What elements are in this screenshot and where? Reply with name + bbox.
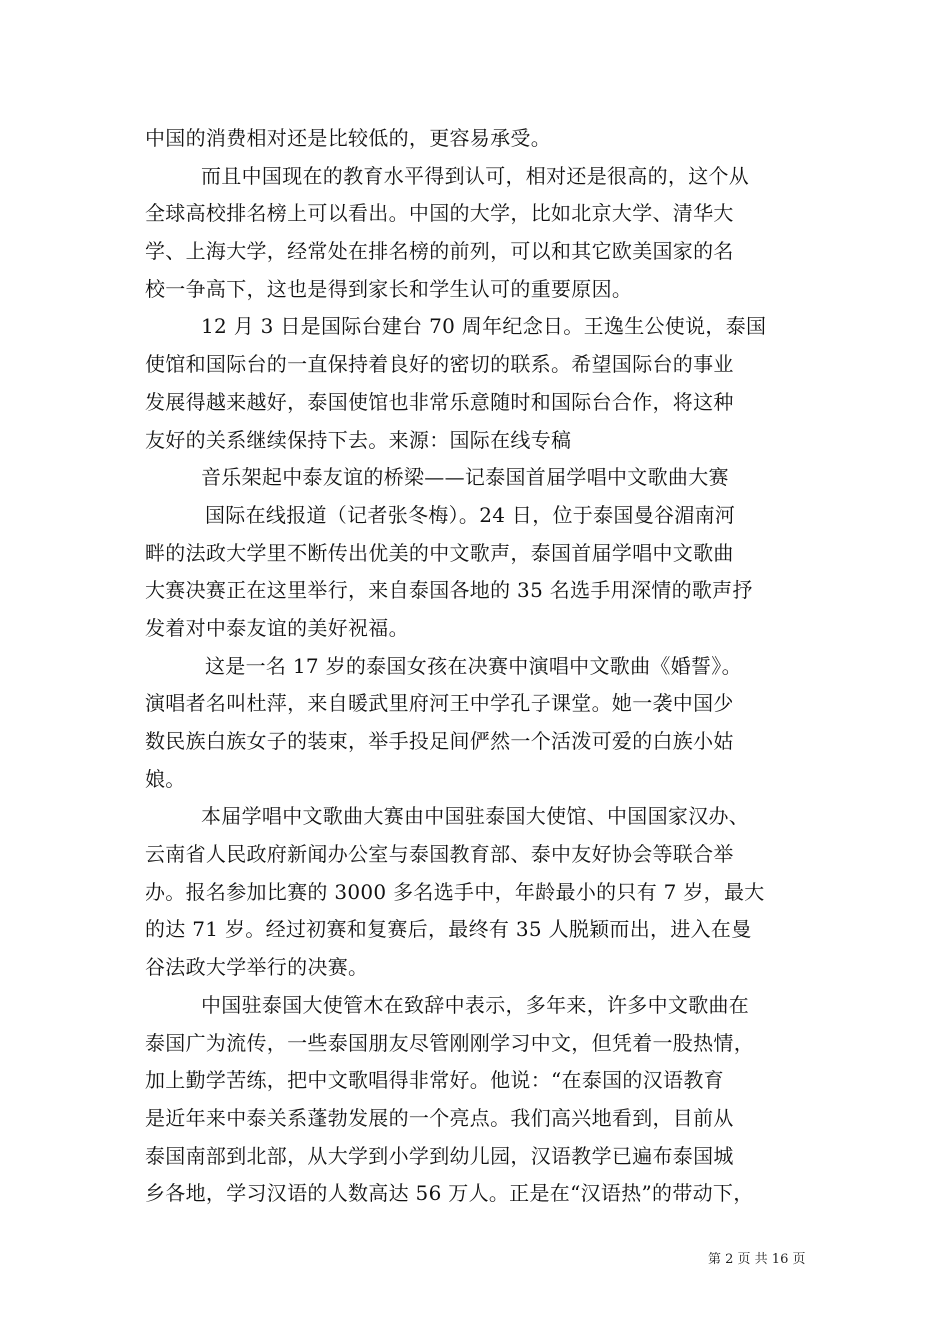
text-line: 校一争高下，这也是得到家长和学生认可的重要原因。 (145, 276, 633, 301)
document-body (145, 120, 813, 1213)
text-line: 本届学唱中文歌曲大赛由中国驻泰国大使馆、中国国家汉办、 (201, 804, 750, 829)
text-line: 加上勤学苦练，把中文歌唱得非常好。他说：“在泰国的汉语教育 (145, 1068, 724, 1093)
text-line: 云南省人民政府新闻办公室与泰国教育部、泰中友好协会等联合举 (145, 842, 734, 867)
page-number-footer: 第 2 页 共 16 页 (708, 1252, 806, 1267)
text-line: 办。报名参加比赛的 3000 多名选手中，年龄最小的只有 7 岁，最大 (145, 879, 765, 904)
text-line: 乡各地，学习汉语的人数高达 56 万人。正是在“汉语热”的带动下， (145, 1181, 754, 1206)
text-line: 友好的关系继续保持下去。来源：国际在线专稿 (145, 427, 572, 452)
section-title: 音乐架起中泰友谊的桥梁——记泰国首届学唱中文歌曲大赛 (201, 465, 729, 490)
text-line: 全球高校排名榜上可以看出。中国的大学，比如北京大学、清华大 (145, 201, 734, 226)
text-line: 中国驻泰国大使管木在致辞中表示，多年来，许多中文歌曲在 (201, 992, 750, 1017)
text-line: 是近年来中泰关系蓬勃发展的一个亮点。我们高兴地看到，目前从 (145, 1105, 734, 1130)
text-line: 中国的消费相对还是比较低的，更容易承受。 (145, 126, 551, 150)
text-line: 谷法政大学举行的决赛。 (145, 955, 369, 980)
text-line: 而且中国现在的教育水平得到认可，相对还是很高的，这个从 (201, 163, 750, 188)
text-line: 泰国广为流传，一些泰国朋友尽管刚刚学习中文，但凭着一股热情， (145, 1030, 754, 1055)
text-line: 数民族白族女子的装束，举手投足间俨然一个活泼可爱的白族小姑 (145, 729, 734, 753)
text-line: 演唱者名叫杜萍，来自暖武里府河王中学孔子课堂。她一袭中国少 (145, 691, 734, 716)
text-line: 畔的法政大学里不断传出优美的中文歌声，泰国首届学唱中文歌曲 (145, 540, 734, 565)
text-line: 发展得越来越好，泰国使馆也非常乐意随时和国际台合作，将这种 (145, 389, 734, 414)
text-line: 娘。 (145, 766, 186, 791)
text-line: 的达 71 岁。经过初赛和复赛后，最终有 35 人脱颖而出，进入在曼 (145, 917, 752, 942)
text-line: 这是一名 17 岁的泰国女孩在决赛中演唱中文歌曲《婚誓》。 (205, 653, 742, 678)
text-line: 发着对中泰友谊的美好祝福。 (145, 615, 409, 640)
text-line: 学、上海大学，经常处在排名榜的前列，可以和其它欧美国家的名 (145, 239, 734, 264)
text-line: 大赛决赛正在这里举行，来自泰国各地的 35 名选手用深情的歌声抒 (145, 578, 753, 603)
text-line: 使馆和国际台的一直保持着良好的密切的联系。希望国际台的事业 (145, 352, 734, 377)
text-line: 国际在线报道（记者张冬梅）。24 日，位于泰国曼谷湄南河 (205, 502, 736, 527)
text-line: 12 月 3 日是国际台建台 70 周年纪念日。王逸生公使说，泰国 (201, 314, 767, 339)
text-line: 泰国南部到北部，从大学到小学到幼儿园，汉语教学已遍布泰国城 (145, 1143, 734, 1168)
